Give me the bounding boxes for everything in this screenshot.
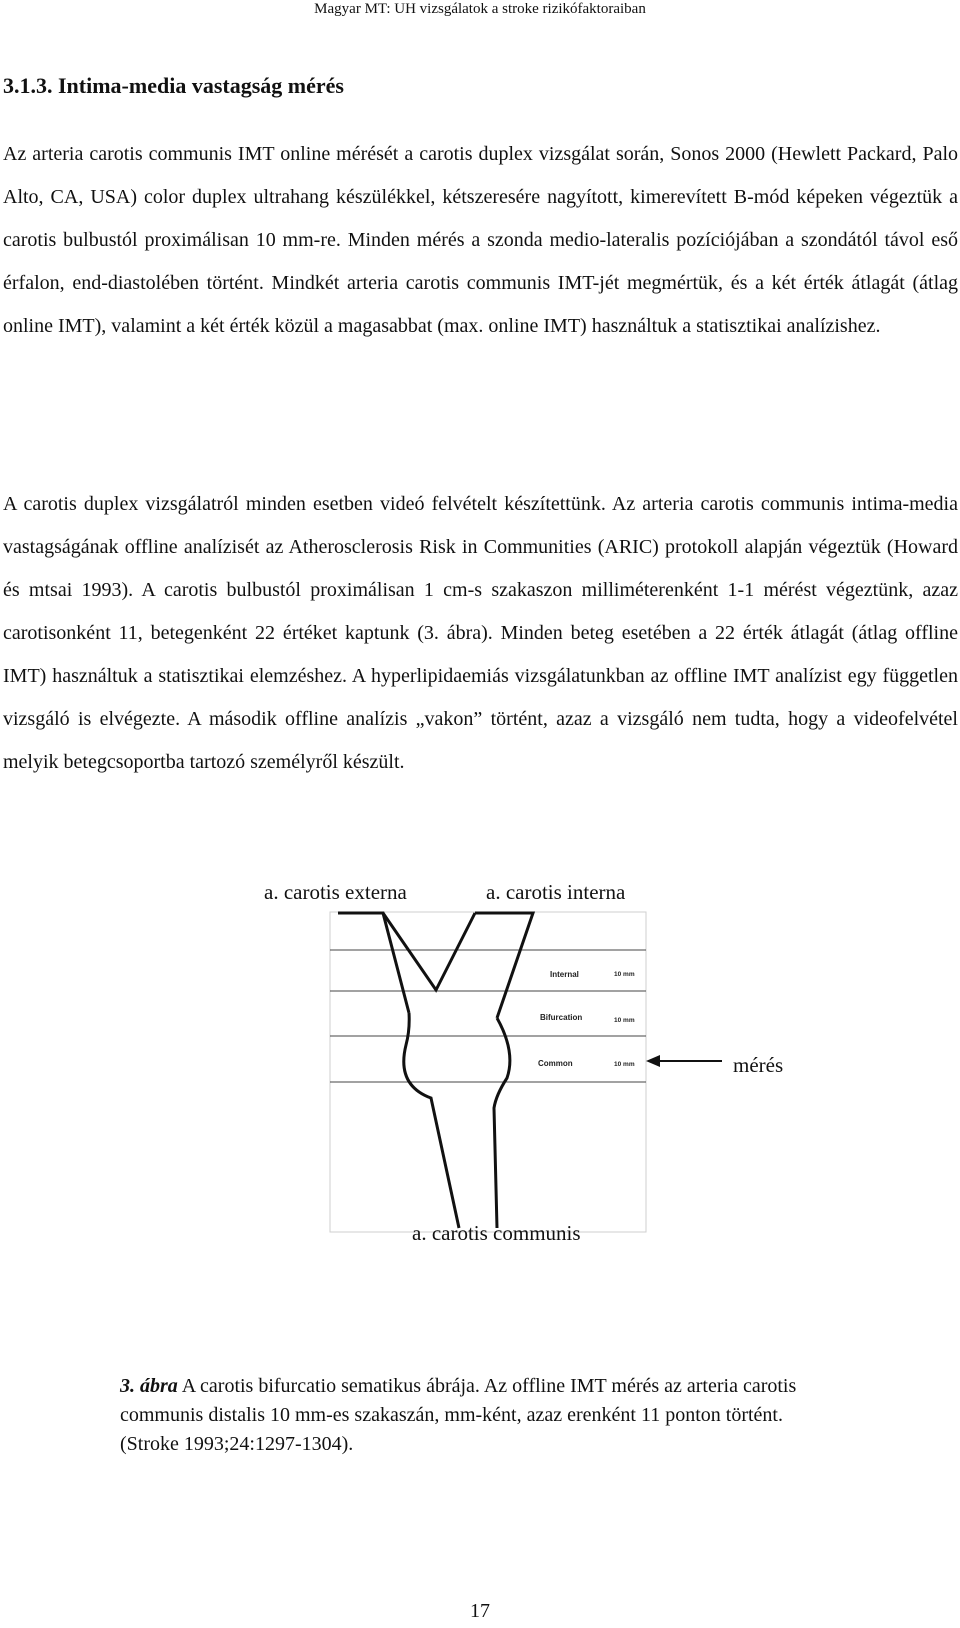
figure-caption [120,1372,840,1459]
segment-bifurcation-label: Bifurcation [540,1013,583,1022]
segment-internal-label: Internal [550,970,579,979]
segment-common-label: Common [538,1059,573,1068]
label-carotis-externa: a. carotis externa [264,880,407,904]
bifurcation-left-wall [404,1013,459,1228]
label-meres: mérés [733,1053,784,1077]
length-common-label: 10 mm [614,1061,635,1068]
page-number: 17 [470,1600,490,1622]
figure-caption-text: A carotis bifurcatio sematikus ábrája. Az offline IMT mérés az arteria carotis communis distalis 10 mm-es szakaszán, mm-ként, azaz erenként 11 ponton történt. (Stroke 1993;24:1297-1304). [120,1375,797,1455]
external-carotis-wall [338,913,409,1013]
bifurcation-right-wall [494,1018,510,1228]
internal-carotis-wall [475,913,533,1018]
measurement-arrow-icon [646,1055,660,1067]
carotis-bifurcation-diagram [0,880,960,1300]
length-internal-label: 10 mm [614,971,635,978]
paragraph-online-imt: Az arteria carotis communis IMT online mérését a carotis duplex vizsgálat során, Sonos 2000 (Hewlett Packard, Palo Alto, CA, USA) color duplex ultrahang készülékkel, kétszeresére nagyított, kimerevített B-mód képeken végeztük a carotis bulbustól proximálisan 10 mm-re. Minden mérés a szonda medio-lateralis pozíciójában a szondától távol eső érfalon, end-diastolében történt. Mindkét arteria carotis communis IMT-jét megmértük, és a két érték átlagát (átlag online IMT), valamint a két érték közül a magasabbat (max. online IMT) használtuk a statisztikai analízishez. [3,143,958,337]
diagram-frame [330,912,646,1232]
section-heading: 3.1.3. Intima-media vastagság mérés [3,73,344,98]
running-header: Magyar MT: UH vizsgálatok a stroke rizikófaktoraiban [314,1,646,17]
flow-divider [383,913,475,990]
length-bifurcation-label: 10 mm [614,1017,635,1024]
paragraph-offline-imt: A carotis duplex vizsgálatról minden esetben videó felvételt készítettünk. Az arteria carotis communis intima-media vastagságának offline analízisét az Atherosclerosis Risk in Communities (ARIC) protokoll alapján végeztük (Howard és mtsai 1993). A carotis bulbustól proximálisan 1 cm-s szakaszon milliméterenként 1-1 mérést végeztünk, azaz carotisonként 11, betegenként 22 értéket kaptunk (3. ábra). Minden beteg esetében a 22 érték átlagát (átlag offline IMT) használtuk a statisztikai elemzéshez. A hyperlipidaemiás vizsgálatunkban az offline IMT analízist egy független vizsgáló is elvégezte. A második offline analízis „vakon” történt, azaz a vizsgáló nem tudta, hogy a videofelvétel melyik betegcsoportba tartozó személyről készült. [3,493,958,773]
figure-caption-label: 3. ábra [120,1375,178,1397]
label-carotis-interna: a. carotis interna [486,880,626,904]
label-carotis-communis: a. carotis communis [412,1221,581,1245]
